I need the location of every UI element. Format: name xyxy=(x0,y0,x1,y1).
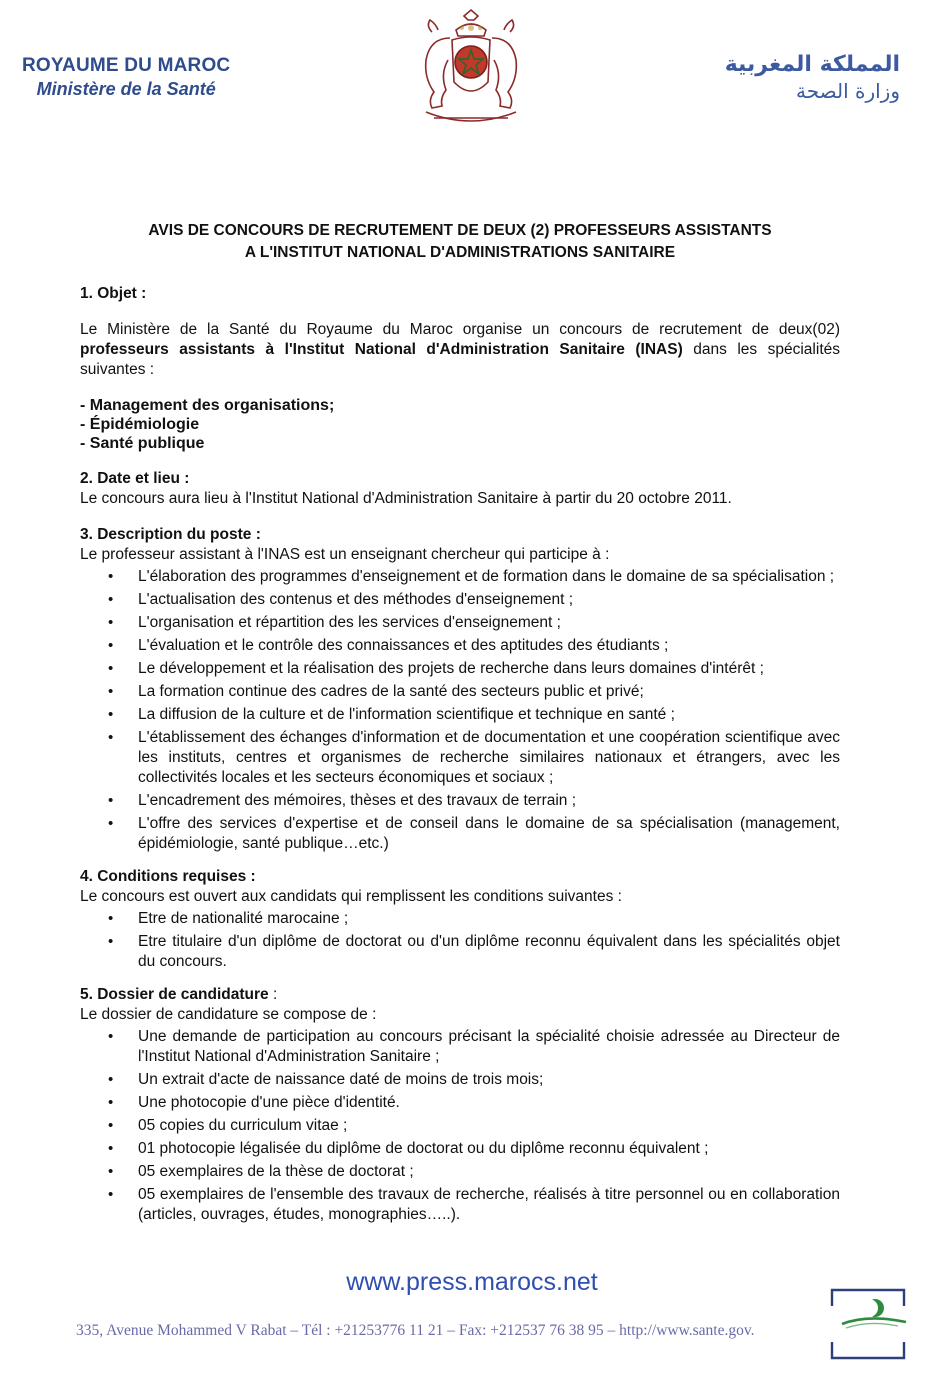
section-3-list xyxy=(80,567,840,854)
section-5-heading-tail: : xyxy=(268,986,278,1003)
section-5-list xyxy=(80,1027,840,1225)
list-item: • Une demande de participation au concours précisant la spécialité choisie adressée au Directeur de l'Institut National d'Administration Sanitaire ; xyxy=(138,1027,840,1067)
list-item: • L'actualisation des contenus et des méthodes d'enseignement ; xyxy=(138,590,840,610)
specialty-item: - Épidémiologie xyxy=(80,416,200,433)
section-4-list xyxy=(80,909,840,972)
notice-title-line2: A L'INSTITUT NATIONAL D'ADMINISTRATIONS SANITAIRE xyxy=(244,244,676,261)
section-3-intro: Le professeur assistant à l'INAS est un enseignant chercheur qui participe à : xyxy=(80,546,610,563)
header-right-arabic xyxy=(700,52,900,103)
list-item: • 05 copies du curriculum vitae ; xyxy=(138,1116,840,1136)
ministry-name-arabic: وزارة الصحة xyxy=(796,79,900,103)
list-item: • 05 exemplaires de l'ensemble des travaux de recherche, réalisés à titre personnel ou en collaboration (articles, ouvrages, études, monographies…..). xyxy=(138,1185,840,1225)
section-4-intro: Le concours est ouvert aux candidats qui remplissent les conditions suivantes : xyxy=(80,888,622,905)
list-item: • La diffusion de la culture et de l'information scientifique et technique en santé ; xyxy=(138,705,840,725)
section-2-heading: 2. Date et lieu : xyxy=(80,470,190,487)
list-item: • Le développement et la réalisation des projets de recherche dans leurs domaines d'intérêt ; xyxy=(138,659,840,679)
section-5-heading xyxy=(80,985,840,1005)
list-item: • L'offre des services d'expertise et de conseil dans le domaine de sa spécialisation (management, épidémiologie, santé publique…etc.) xyxy=(138,814,840,854)
section-1-text xyxy=(80,320,840,380)
header-left xyxy=(22,55,230,100)
specialty-item: - Management des organisations; xyxy=(80,397,335,414)
section-5-heading-text: 5. Dossier de candidature xyxy=(80,986,269,1003)
section-1-text-b: dans les spécialités suivantes : xyxy=(80,341,840,378)
section-2-text: Le concours aura lieu à l'Institut National d'Administration Sanitaire à partir du 20 octobre 2011. xyxy=(80,490,732,507)
section-5-intro: Le dossier de candidature se compose de : xyxy=(80,1006,377,1023)
section-1-heading: 1. Objet : xyxy=(80,285,147,302)
notice-body xyxy=(80,284,840,1228)
section-4-heading: 4. Conditions requises : xyxy=(80,868,256,885)
kingdom-name: ROYAUME DU MAROC xyxy=(22,55,231,76)
section-1-text-bold: professeurs assistants à l'Institut National d'Administration Sanitaire (INAS) xyxy=(80,341,683,358)
notice-title xyxy=(80,220,840,264)
list-item: • L'encadrement des mémoires, thèses et des travaux de terrain ; xyxy=(138,791,840,811)
specialty-item: - Santé publique xyxy=(80,435,205,452)
list-item: • L'établissement des échanges d'information et de documentation et une coopération scientifique avec les instituts, centres et organismes de recherche similaires nationaux et étrangers, avec les collectivités locales et les secteurs économiques et sociaux ; xyxy=(138,728,840,788)
kingdom-name-arabic: المملكة المغربية xyxy=(724,52,900,77)
section-1-text-a: Le Ministère de la Santé du Royaume du Maroc organise un concours de recrutement de deux(02) xyxy=(80,321,840,338)
coat-of-arms-emblem xyxy=(412,8,530,130)
ministry-name: Ministère de la Santé xyxy=(36,79,216,99)
list-item: • 05 exemplaires de la thèse de doctorat ; xyxy=(138,1162,840,1182)
section-3-heading: 3. Description du poste : xyxy=(80,526,261,543)
list-item: • L'évaluation et le contrôle des connaissances et des aptitudes des étudiants ; xyxy=(138,636,840,656)
website-watermark-link[interactable]: www.press.marocs.net xyxy=(346,1268,598,1296)
list-item: • Une photocopie d'une pièce d'identité. xyxy=(138,1093,840,1113)
footer-address: 335, Avenue Mohammed V Rabat – Tél : +21253776 11 21 – Fax: +212537 76 38 95 – http://www.sante.gov. xyxy=(76,1322,755,1339)
list-item: • 01 photocopie légalisée du diplôme de doctorat ou du diplôme reconnu équivalent ; xyxy=(138,1139,840,1159)
list-item: • Un extrait d'acte de naissance daté de moins de trois mois; xyxy=(138,1070,840,1090)
list-item: • La formation continue des cadres de la santé des secteurs public et privé; xyxy=(138,682,840,702)
list-item: • Etre de nationalité marocaine ; xyxy=(138,909,840,929)
list-item: • Etre titulaire d'un diplôme de doctorat ou d'un diplôme reconnu équivalent dans les spécialités objet du concours. xyxy=(138,932,840,972)
ministry-logo-icon xyxy=(828,1288,908,1360)
list-item: • L'organisation et répartition des les services d'enseignement ; xyxy=(138,613,840,633)
list-item: • L'élaboration des programmes d'enseignement et de formation dans le domaine de sa spécialisation ; xyxy=(138,567,840,587)
notice-title-line1: AVIS DE CONCOURS DE RECRUTEMENT DE DEUX (2) PROFESSEURS ASSISTANTS xyxy=(148,222,772,239)
